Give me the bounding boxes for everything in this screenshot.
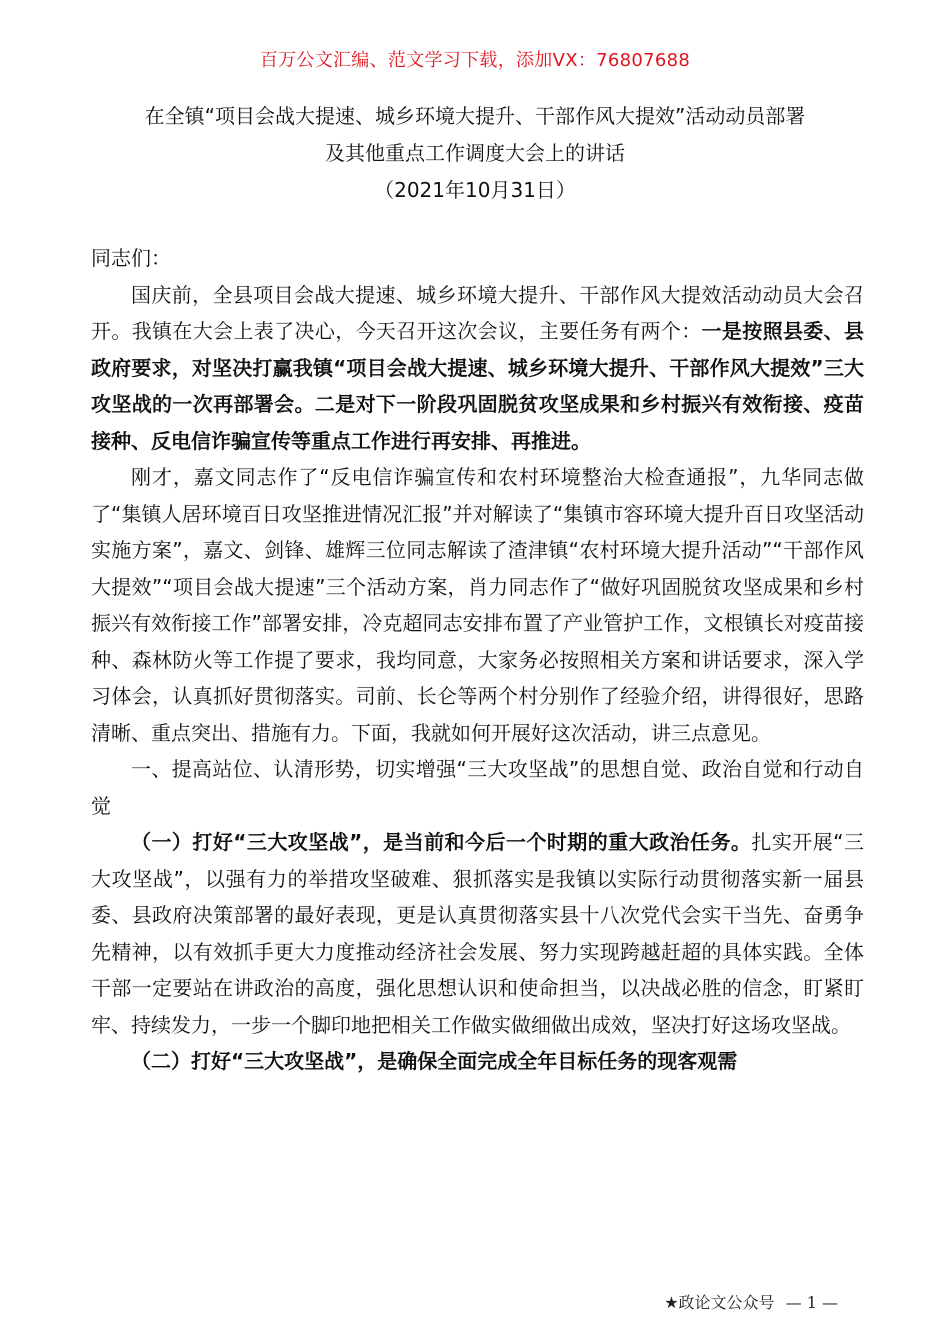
salutation: 同志们： <box>91 246 171 270</box>
paragraph-intro-text: 国庆前，全县项目会战大提速、城乡环境大提升、干部作风大提效活动动员大会召开。我镇在大会上表了决心，今天召开这次会议，主要任务有两个： <box>91 282 864 343</box>
document-title <box>80 98 870 209</box>
title-line-2: 及其他重点工作调度大会上的讲话 <box>325 141 625 165</box>
document-body <box>91 240 864 1080</box>
subsection-2-heading: （二）打好“三大攻坚战”，是确保全面完成全年目标任务的现客观需 <box>131 1049 738 1073</box>
title-line-1: 在全镇“项目会战大提速、城乡环境大提升、干部作风大提效”活动动员部署 <box>144 104 806 128</box>
paragraph-intro-emphasis: 一是按照县委、县政府要求，对坚决打赢我镇“项目会战大提速、城乡环境大提升、干部作风大提效”三大攻坚战的一次再部署会。二是对下一阶段巩固脱贫攻坚成果和乡村振兴有效衔接、疫苗接种、反电信诈骗宣传等重点工作进行再安排、再推进。 <box>91 319 865 453</box>
section-heading-1: 一、提高站位、认清形势，切实增强“三大攻坚战”的思想自觉、政治自觉和行动自觉 <box>91 757 864 818</box>
watermark-banner: 百万公文汇编、范文学习下载，添加VX：76807688 <box>259 50 691 71</box>
subsection-1-heading: （一）打好“三大攻坚战”，是当前和今后一个时期的重大政治任务。 <box>131 830 752 854</box>
paragraph-intro <box>91 277 864 460</box>
page-number: — 1 — <box>785 1293 838 1312</box>
title-date: （2021年10月31日） <box>374 178 576 202</box>
subsection-1-text: 扎实开展“三大攻坚战”，以强有力的举措攻坚破难、狠抓落实是我镇以实际行动贯彻落实新一届县委、县政府决策部署的最好表现，更是认真贯彻落实县十八次党代会实干当先、奋勇争先精神，以有效抓手更大力度推动经济社会发展、努力实现跨越赶超的具体实践。全体干部一定要站在讲政治的高度，强化思想认识和使命担当，以决战必胜的信念，盯紧盯牢、持续发力，一步一个脚印地把相关工作做实做细做出成效，坚决打好这场攻坚战。 <box>91 830 864 1037</box>
subsection-1 <box>91 824 864 1043</box>
page-footer <box>664 1290 838 1313</box>
subsection-2 <box>91 1043 864 1080</box>
paragraph-review: 刚才，嘉文同志作了“反电信诈骗宣传和农村环境整治大检查通报”，九华同志做了“集镇人居环境百日攻坚推进情况汇报”并对解读了“集镇市容环境大提升百日攻坚活动实施方案”，嘉文、剑锋、雄辉三位同志解读了渣津镇“农村环境大提升活动”“干部作风大提效”“项目会战大提速”三个活动方案，肖力同志作了“做好巩固脱贫攻坚成果和乡村振兴有效衔接工作”部署安排，冷克超同志安排布置了产业管护工作，文根镇长对疫苗接种、森林防火等工作提了要求，我均同意，大家务必按照相关方案和讲话要求，深入学习体会，认真抓好贯彻落实。司前、长仑等两个村分别作了经验介绍，讲得很好，思路清晰、重点突出、措施有力。下面，我就如何开展好这次活动，讲三点意见。 <box>91 465 864 745</box>
footer-source: ★政论文公众号 <box>664 1293 775 1312</box>
